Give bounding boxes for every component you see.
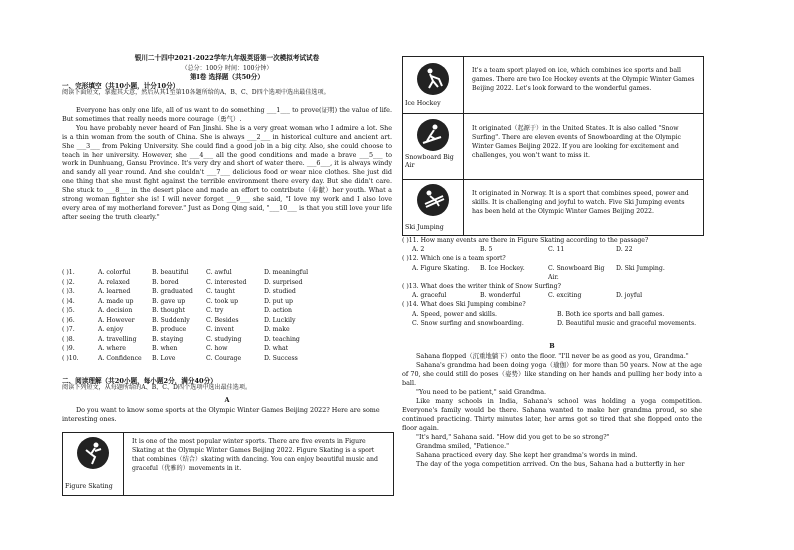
passage-b [402,352,702,469]
option-choice: C. took up [206,297,239,305]
option-choice: D. Success [264,354,298,362]
question-number[interactable]: ( )7. [62,326,75,333]
question-number[interactable]: ( )1. [62,269,75,276]
option-choice: D. make [264,326,290,333]
option-choice: B. produce [152,326,187,333]
option-choice: B. beautiful [152,269,189,276]
passage-b-paragraph: Like many schools in India, Sahana's school was holding a yoga competition. Everyone's family would be there. Sahana wanted to make her grandma proud, so she continued practicing. Thirty minutes later, her arms got so tired that she flopped onto the floor again. [402,397,702,432]
option-row [402,245,702,254]
cloze-options [62,268,392,363]
passage-b-paragraph: Sahana flopped（沉重地躺下）onto the floor. "I'll never be as good as you, Grandma." [416,352,689,360]
option-choice: B. thought [152,307,186,314]
option-choice: D. put up [264,297,294,305]
option-choice: B. bored [152,278,179,286]
option-choice: A. learned [98,288,131,295]
option-choice: C. exciting [548,292,582,300]
option-choice: B. Both ice sports and ball games. [557,310,665,318]
sport-description-text: It's a team sport played on ice, which combines ice sports and ball games. There are two Ice Hockey events at the Olympic Winter Games Beijing 2022. Let's look forward to the wonderful games. [472,67,695,92]
option-choice: C. try [206,307,224,314]
cloze-option-row [62,344,392,354]
cloze-option-row [62,268,392,278]
option-choice: A. travelling [98,335,137,343]
score-time-line: （总分：100分 时间：100分钟） [181,65,273,72]
cloze-option-row [62,354,392,364]
question-number[interactable]: ( )8. [62,335,75,343]
option-choice: B. Ice Hockey. [480,264,525,272]
ice-hockey-icon [417,63,449,95]
cloze-option-row [62,278,392,288]
figure-skating-icon [77,437,109,469]
option-choice: A. made up [98,297,134,305]
cloze-instruction: 阅读下面短文，掌握其大意，然后从其1至第10各题所给的A、B、C、D四个选项中选出最佳选项。 [62,89,330,96]
option-choice: A. enjoy [98,326,124,333]
passage-a-intro [62,406,392,424]
snowboard-icon [417,119,449,151]
ski-jumping-icon [417,184,449,216]
option-choice: A. decision [98,307,133,314]
option-choice: D. 22 [616,246,633,254]
option-choice: C. Besides [206,316,239,324]
option-choice: D. Ski Jumping. [616,264,665,272]
exam-title: 银川二十四中2021-2022学年九年级英语第一次模拟考试试卷 [134,54,320,62]
sport-description-text: It originated（起源于）in the United States. It is also called "Snow Surfing". There are eleven events of Snowboarding at the Olympic Winter Games Beijing 2022. If you are looking for excitement and challenges, you won't want to miss it. [472,125,681,159]
question-number[interactable]: ( )4. [62,297,75,305]
reading-questions [402,236,702,328]
sport-label: Figure Skating [65,483,113,490]
sport-description-text: It is one of the most popular winter sports. There are five events in Figure Skating at the Olympic Winter Games Beijing 2022. Figure Skating is a sport that combines（结合）skating with dancing. You can enjoy beautiful music and graceful（优雅的）movements in it. [132,438,378,472]
question-stem[interactable]: ( )12. Which one is a team sport? [402,255,506,263]
option-choice: D. action [264,307,293,314]
cloze-option-row [62,316,392,326]
option-choice: C. invent [206,326,235,333]
option-choice: A. Speed, power and skills. [412,310,497,318]
option-choice: D. Beautiful music and graceful movements. [557,319,697,327]
passage-b-paragraph: Sahana's grandma had been doing yoga（瑜伽）for more than 50 years. Now at the age of 70, she could still do poses（姿势）like standing on her hands and pulling her body into a ball. [402,361,702,387]
passage-a-intro-text: Do you want to know some sports at the Olympic Winter Games Beijing 2022? Here are some interesting ones. [62,406,380,423]
option-choice: D. surprised [264,278,303,286]
option-choice: C. awful [206,269,232,276]
option-choice: B. 5 [480,246,493,254]
sports-table [402,56,704,236]
passage-b-paragraph: Grandma smiled, "Patience." [416,442,510,450]
option-choice: B. when [152,345,178,352]
figure-skating-box [62,432,394,496]
option-choice: D. joyful [616,292,643,300]
option-choice: C. studying [206,335,242,343]
option-choice: D. what [264,345,289,352]
option-row [402,310,702,319]
option-choice: A. relaxed [98,278,130,286]
option-choice: A. where [98,345,126,352]
option-choice: C. Courage [206,354,242,362]
option-choice: B. wonderful [480,292,521,300]
question-number[interactable]: ( )10. [62,354,79,362]
option-choice: D. meaningful [264,269,309,276]
option-choice: A. Confidence [98,354,142,362]
reading-instruction: 阅读下列短文，从每题所给的A、B、C、D四个选项中选出最佳选项。 [62,384,252,391]
sport-description-text: It originated in Norway. It is a sport that combines speed, power and skills. It is challenging and joyful to watch. Five Ski Jumping events has been held at the Olympic Winter Games Beijing 2022. [472,190,689,215]
sport-label: Ski Jumping [405,224,444,231]
passage-b-paragraph: "You need to be patient," said Grandma. [416,388,547,396]
cloze-option-row [62,297,392,307]
option-choice: C. how [206,345,228,352]
option-choice: C. Snow surfing and snowboarding. [412,319,524,327]
option-row [402,264,702,282]
question-number[interactable]: ( )5. [62,307,75,314]
option-choice: A. However [98,316,135,324]
passage-b-paragraph: "It's hard," Sahana said. "How did you get to be so strong?" [416,433,610,441]
cloze-option-row [62,325,392,335]
sport-label: Ice Hockey [405,100,441,107]
option-choice: D. teaching [264,335,300,343]
option-choice: B. graduated [152,288,193,295]
cloze-paragraph: Everyone has only one life, all of us want to do something ___1___ to prove(证明) the value of life. But sometimes that really needs more courage（勇气）. [62,106,392,123]
option-choice: B. Love [152,354,176,362]
cloze-passage [62,106,392,222]
cloze-option-row [62,306,392,316]
option-choice: D. studied [264,288,296,295]
option-choice: B. gave up [152,297,186,305]
passage-b-label: B [549,342,555,350]
question-number[interactable]: ( )3. [62,288,75,295]
option-choice: C. interested [206,278,247,286]
option-choice: A. colorful [98,269,131,276]
option-choice: D. Luckily [264,316,296,324]
sport-description [124,433,393,495]
passage-a-label: A [224,396,230,404]
question-stem[interactable]: ( )13. What does the writer think of Snow Surfing? [402,283,561,291]
question-number[interactable]: ( )9. [62,345,75,352]
option-row [402,319,702,328]
cloze-option-row [62,287,392,297]
option-choice: B. staying [152,335,184,343]
passage-b-paragraph: Sahana practiced every day. She kept her grandma's words in mind. [416,451,638,459]
cloze-option-row [62,335,392,345]
passage-b-paragraph: The day of the yoga competition arrived. On the bus, Sahana had a butterfly in her [416,460,685,468]
question-number[interactable]: ( )2. [62,278,75,286]
option-choice: C. 11 [548,246,565,254]
sport-label: Snowboard Big Air [405,154,454,169]
reading-heading: 二、阅读理解（共20小题，每小题2分，满分40分） [62,377,217,385]
option-choice: A. Figure Skating. [412,264,470,272]
cloze-paragraph: You have probably never heard of Fan Jinshi. She is a very great woman who I admire a lot. She is a thin woman from the south of China. She is always ___2___ in historical culture and ancient art. She ___3___ from Peking University. She could find a good job in a big city. Also, she could choose to teach in her university. However, she ___4___ all the good conditions and made a brave ___5___ to work in Dunhuang, Gansu Province. It's very dry and short of water there. ___6___, it is always windy and sandy all year round. And she couldn't ___7___ delicious food or wear nice clothes. She just did one thing that she must fight against the terrible environment there every day. But she didn't care. She stuck to ___8___ in the desert place and made an effort to contribute（奉献）her youth. What a strong woman fighter she is! I will never forget ___9___ she said, "I love my work and I also love every area of my motherland forever." Just as Dong Qing said, "___10___ is that you still love your life after seeing the truth clearly." [62,123,392,221]
option-choice: A. graceful [412,292,447,300]
option-choice: C. taught [206,288,236,295]
option-choice: B. Suddenly [152,316,190,324]
question-stem[interactable]: ( )11. How many events are there in Figure Skating according to the passage? [402,237,649,244]
option-choice: C. Snowboard Big Air. [548,264,605,281]
cloze-heading: 一、完形填空（共10小题，计分10分） [62,82,180,90]
option-choice: A. 2 [412,246,425,254]
question-number[interactable]: ( )6. [62,316,75,324]
option-row [402,291,702,300]
question-stem[interactable]: ( )14. What does Ski Jumping combine? [402,301,526,309]
part-one-heading: 第Ⅰ卷 选择题（共50分） [190,73,264,81]
